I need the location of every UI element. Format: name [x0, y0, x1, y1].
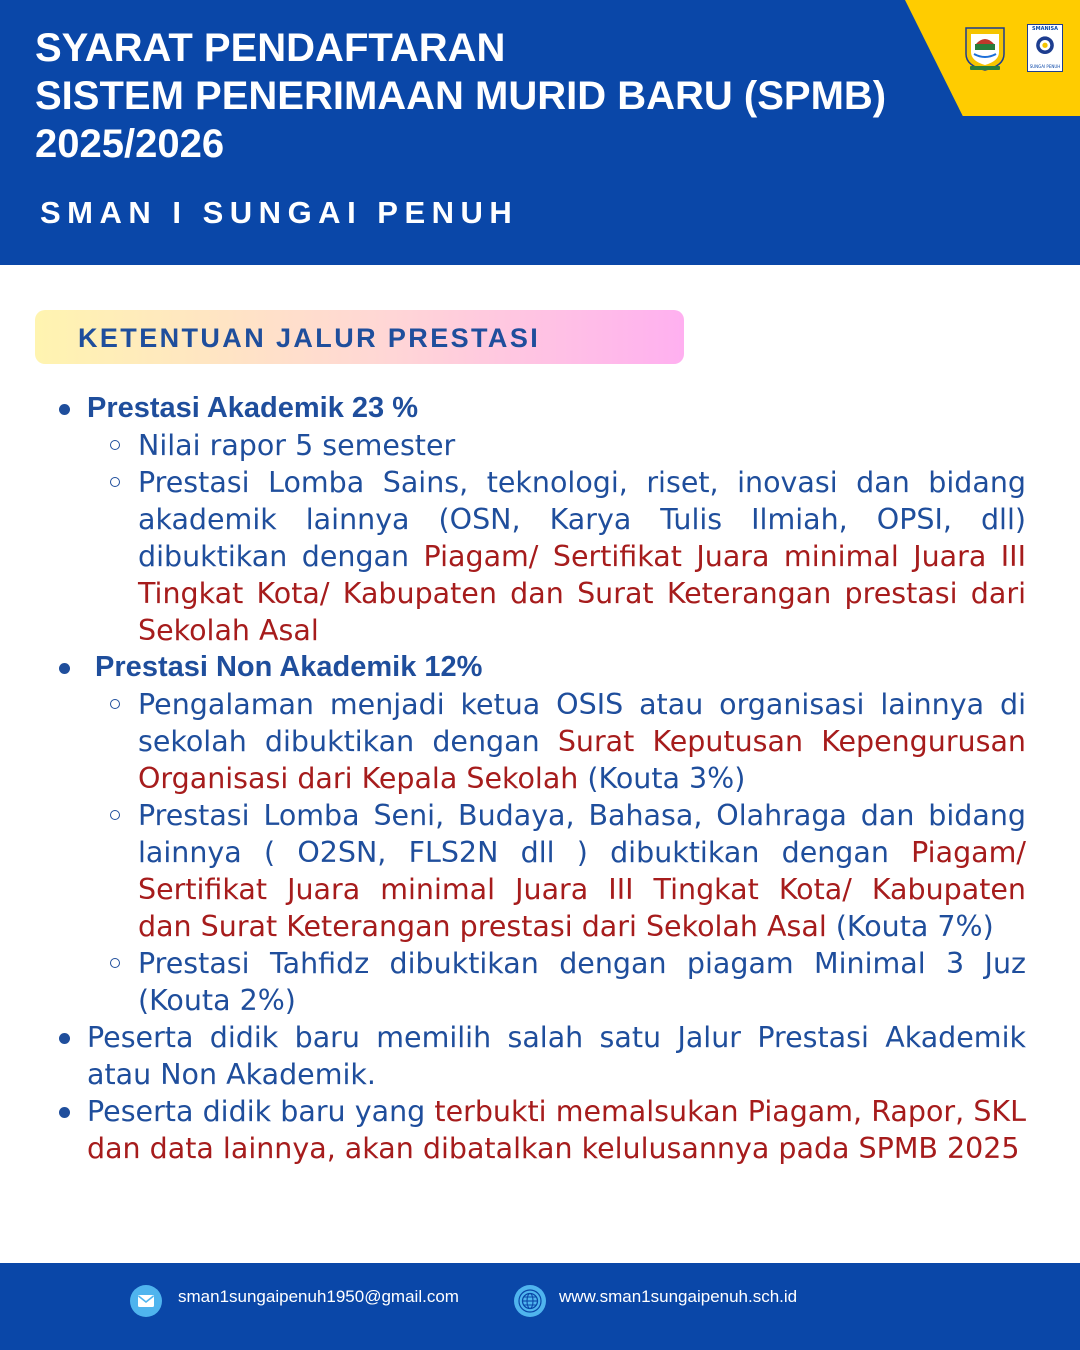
text-segment: dibuktikan dengan	[138, 540, 424, 573]
text-segment: lainnya ( O2SN, FLS2N dll ) dibuktikan dengan	[138, 836, 912, 869]
page-title-line-2: SISTEM PENERIMAAN MURID BARU (SPMB)	[35, 74, 887, 118]
highlight-text: dan Surat Keterangan prestasi dari Sekolah Asal	[138, 910, 827, 943]
school-logo-text: SMANISA	[1032, 26, 1058, 32]
non-akademik-item-lomba-line: Sertifikat Juara minimal Juara III Tingkat Kota/ Kabupaten	[138, 873, 1026, 906]
highlight-text: Piagam/ Sertifikat Juara minimal Juara III	[423, 540, 1026, 573]
globe-icon	[514, 1285, 546, 1317]
sub-bullet-circle	[110, 810, 120, 820]
text-segment: sekolah dibuktikan dengan	[138, 725, 558, 758]
akademik-item-lomba-line: Sekolah Asal	[138, 614, 319, 647]
school-name: SMAN I SUNGAI PENUH	[40, 195, 519, 230]
footer-website[interactable]: www.sman1sungaipenuh.sch.id	[559, 1287, 798, 1306]
non-akademik-item-tahfidz-line: (Kouta 2%)	[138, 984, 296, 1017]
quota-text: (Kouta 3%)	[578, 762, 746, 795]
sub-bullet-circle	[110, 699, 120, 709]
akademik-item-rapor: Nilai rapor 5 semester	[138, 429, 456, 462]
rule-forgery-line	[87, 1093, 1026, 1130]
bullet-dot	[59, 1033, 70, 1044]
non-akademik-item-osis-line	[138, 723, 1026, 760]
regional-emblem-logo	[962, 24, 1008, 72]
non-akademik-heading: Prestasi Non Akademik 12%	[87, 651, 483, 683]
rule-choose-line: Peserta didik baru memilih salah satu Jalur Prestasi Akademik	[87, 1021, 1026, 1054]
rule-forgery-line: dan data lainnya, akan dibatalkan kelulusannya pada SPMB 2025	[87, 1132, 1020, 1165]
highlight-text: Surat Keputusan Kepengurusan	[557, 725, 1026, 758]
rule-choose-line: atau Non Akademik.	[87, 1058, 376, 1091]
school-logo	[1027, 24, 1063, 72]
non-akademik-item-lomba-line	[138, 834, 1026, 871]
school-logo-subtext: SUNGAI PENUH	[1029, 64, 1061, 69]
section-header	[35, 310, 684, 364]
akademik-heading: Prestasi Akademik 23 %	[87, 392, 419, 424]
akademik-item-lomba-line: Prestasi Lomba Sains, teknologi, riset, inovasi dan bidang	[138, 466, 1026, 499]
mail-icon	[130, 1285, 162, 1317]
sub-bullet-circle	[110, 440, 120, 450]
section-title: KETENTUAN JALUR PRESTASI	[78, 323, 541, 353]
non-akademik-item-osis-line: Pengalaman menjadi ketua OSIS atau organisasi lainnya di	[138, 688, 1026, 721]
akademik-item-lomba-line: akademik lainnya (OSN, Karya Tulis Ilmiah, OPSI, dll)	[138, 503, 1026, 536]
non-akademik-item-tahfidz-line: Prestasi Tahfidz dibuktikan dengan piagam Minimal 3 Juz	[138, 947, 1026, 980]
footer-bar	[0, 1263, 1080, 1350]
highlight-text: Organisasi dari Kepala Sekolah	[138, 762, 579, 795]
bullet-dot	[59, 1107, 70, 1118]
non-akademik-item-lomba-line: Prestasi Lomba Seni, Budaya, Bahasa, Olahraga dan bidang	[138, 799, 1026, 832]
sub-bullet-circle	[110, 477, 120, 487]
akademik-item-lomba-line	[138, 538, 1026, 575]
header-banner	[0, 0, 1080, 265]
bullet-dot	[59, 404, 70, 415]
akademik-item-lomba-line: Tingkat Kota/ Kabupaten dan Surat Keterangan prestasi dari	[138, 577, 1026, 610]
page-title-line-3: 2025/2026	[35, 122, 225, 166]
quota-text: (Kouta 7%)	[826, 910, 994, 943]
sub-bullet-circle	[110, 958, 120, 968]
requirements-list	[0, 388, 1080, 1188]
highlight-text: terbukti memalsukan Piagam, Rapor, SKL	[434, 1095, 1026, 1128]
page-title-line-1: SYARAT PENDAFTARAN	[35, 26, 506, 70]
footer-email[interactable]: sman1sungaipenuh1950@gmail.com	[178, 1287, 459, 1306]
bullet-dot	[59, 663, 70, 674]
non-akademik-item-osis-line	[138, 760, 745, 797]
non-akademik-item-lomba-line	[138, 908, 994, 945]
school-emblem-icon	[1028, 32, 1062, 62]
text-segment: Peserta didik baru yang	[87, 1095, 435, 1128]
highlight-text: Piagam/	[911, 836, 1026, 869]
